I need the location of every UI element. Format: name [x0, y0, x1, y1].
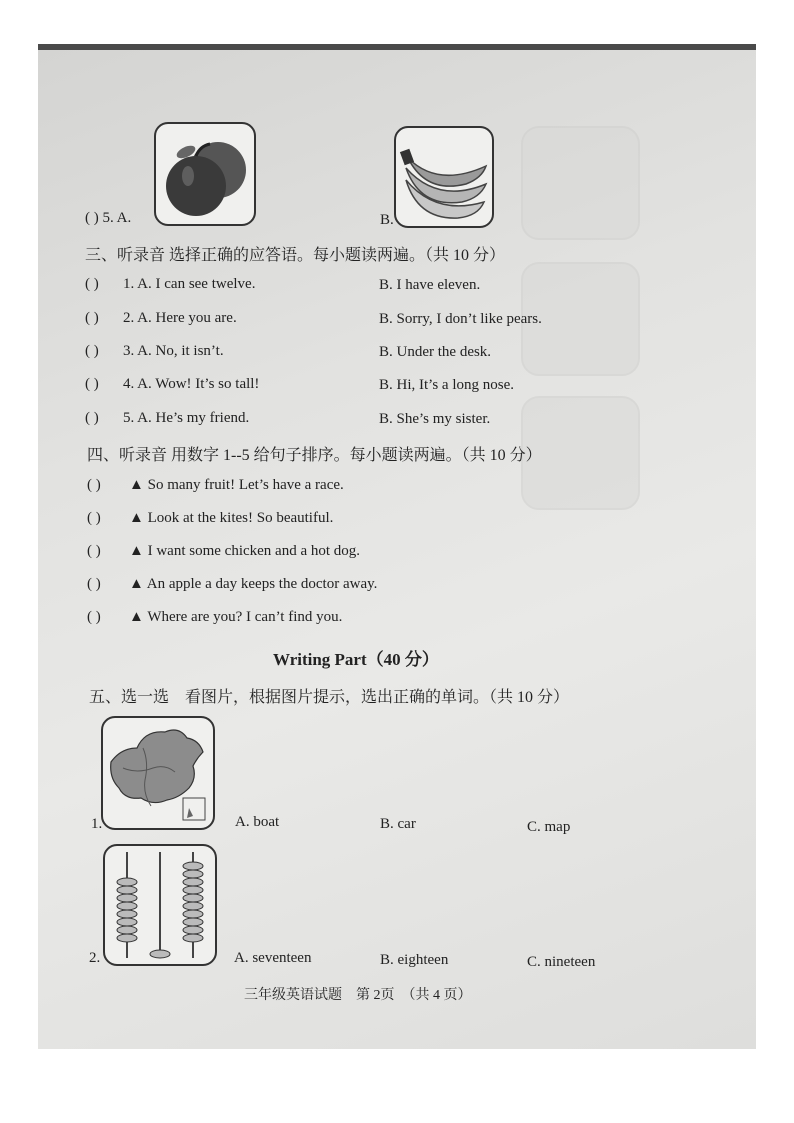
section3-item-paren: ( ) [85, 276, 99, 292]
section3-item-paren: ( ) [85, 310, 99, 326]
writing-part-title: Writing Part（40 分） [273, 650, 439, 669]
part2-q5-option-b: B. [380, 212, 394, 228]
section4-item-text: ▲ I want some chicken and a hot dog. [129, 543, 361, 559]
section3-item-option-b: B. Hi, It’s a long nose. [379, 377, 514, 393]
section4-item-text: ▲ Where are you? I can’t find you. [129, 609, 343, 625]
bananas-icon [396, 128, 492, 226]
section5-q2-option-c: C. nineteen [527, 954, 596, 970]
section4-item-text: ▲ So many fruit! Let’s have a race. [129, 477, 344, 493]
abacus-picture [103, 844, 217, 966]
apples-icon [156, 124, 254, 224]
page-top-edge [38, 44, 756, 50]
bleed-through-shape [521, 126, 640, 240]
section3-item-option-b: B. She’s my sister. [379, 411, 491, 427]
section3-item-option-a: 1. A. I can see twelve. [123, 276, 256, 292]
section5-q2-option-b: B. eighteen [380, 952, 449, 968]
section3-item-option-b: B. Sorry, I don’t like pears. [379, 311, 542, 327]
section3-item-option-b: B. Under the desk. [379, 344, 492, 360]
section3-item-option-b: B. I have eleven. [379, 277, 481, 293]
apples-picture [154, 122, 256, 226]
section3-item-option-a: 4. A. Wow! It’s so tall! [123, 376, 260, 392]
china-map-icon [103, 718, 213, 828]
section5-q1-number: 1. [91, 816, 103, 832]
section5-q2-option-a: A. seventeen [234, 950, 312, 966]
section4-item-text: ▲ Look at the kites! So beautiful. [129, 510, 334, 526]
section3-item-paren: ( ) [85, 376, 99, 392]
abacus-icon [105, 846, 215, 964]
section3-item-option-a: 2. A. Here you are. [123, 310, 237, 326]
bananas-picture [394, 126, 494, 228]
section4-item-paren: ( ) [87, 576, 101, 592]
section4-item-paren: ( ) [87, 543, 101, 559]
section5-q2-number: 2. [89, 950, 101, 966]
exam-page [38, 44, 756, 1049]
section3-heading: 三、听录音 选择正确的应答语。每小题读两遍。（共 10 分） [85, 247, 506, 264]
section5-q1-option-c: C. map [527, 819, 571, 835]
section5-q1-option-b: B. car [380, 816, 416, 832]
section3-item-option-a: 5. A. He’s my friend. [123, 410, 250, 426]
section5-heading: 五、选一选 看图片，根据图片提示，选出正确的单词。（共 10 分） [89, 689, 570, 706]
page-footer: 三年级英语试题 第 2页 （共 4 页） [244, 988, 472, 1003]
section4-heading: 四、听录音 用数字 1--5 给句子排序。每小题读两遍。（共 10 分） [87, 447, 542, 464]
section3-item-paren: ( ) [85, 343, 99, 359]
section4-item-paren: ( ) [87, 510, 101, 526]
section4-item-paren: ( ) [87, 609, 101, 625]
section3-item-paren: ( ) [85, 410, 99, 426]
section4-item-paren: ( ) [87, 477, 101, 493]
china-map-picture [101, 716, 215, 830]
part2-q5-label: ( ) 5. A. [85, 210, 132, 226]
section5-q1-option-a: A. boat [235, 814, 280, 830]
section4-item-text: ▲ An apple a day keeps the doctor away. [129, 576, 378, 592]
section3-item-option-a: 3. A. No, it isn’t. [123, 343, 224, 359]
